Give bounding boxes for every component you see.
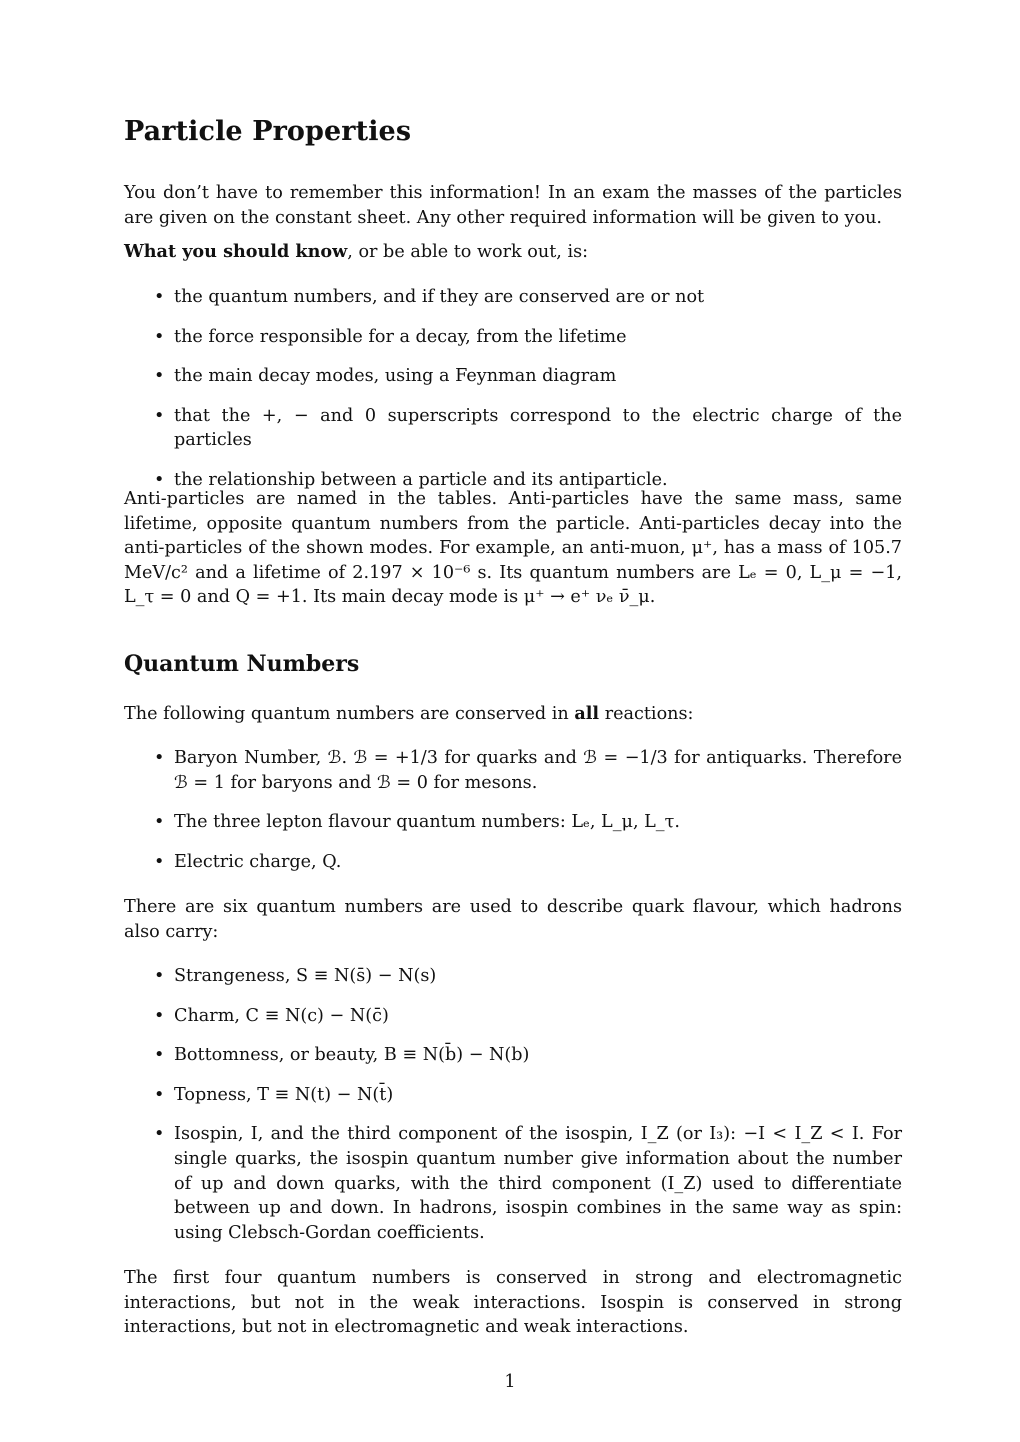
closing-paragraph: The first four quantum numbers is conserved in strong and electromagnetic interactions, but not in the weak interactions. Isospin is conserved in strong interactions, but not in electromagnetic and weak interactions. bbox=[124, 1268, 902, 1338]
know-rest-text: , or be able to work out, is: bbox=[347, 242, 589, 262]
page-title: Particle Properties bbox=[124, 116, 412, 147]
know-list bbox=[124, 285, 902, 493]
conserved-post-text: reactions: bbox=[599, 704, 694, 724]
know-paragraph bbox=[124, 240, 902, 265]
list-item: • Strangeness, S ≡ N(s̄) − N(s) bbox=[124, 964, 902, 989]
list-item: • The three lepton flavour quantum numbers: Lₑ, L_μ, L_τ. bbox=[124, 810, 902, 835]
list-item: • Bottomness, or beauty, B ≡ N(b̄) − N(b) bbox=[124, 1043, 902, 1068]
list-item: • Baryon Number, ℬ. ℬ = +1/3 for quarks and ℬ = −1/3 for antiquarks. Therefore ℬ = 1 for baryons and ℬ = 0 for mesons. bbox=[124, 746, 902, 795]
list-item: • the main decay modes, using a Feynman diagram bbox=[124, 364, 902, 389]
intro-paragraph: You don’t have to remember this information! In an exam the masses of the particles are given on the constant sheet. Any other required information will be given to you. bbox=[124, 183, 902, 228]
flavour-paragraph: There are six quantum numbers are used to describe quark flavour, which hadrons also carry: bbox=[124, 897, 902, 942]
list-item: • Charm, C ≡ N(c) − N(c̄) bbox=[124, 1004, 902, 1029]
list-item: • the force responsible for a decay, from the lifetime bbox=[124, 325, 902, 350]
conserved-list bbox=[124, 746, 902, 874]
flavour-list bbox=[124, 964, 902, 1245]
list-item: • Electric charge, Q. bbox=[124, 850, 902, 875]
list-item: • the quantum numbers, and if they are conserved are or not bbox=[124, 285, 902, 310]
list-item: • the relationship between a particle and its antiparticle. bbox=[124, 468, 902, 493]
page-number: 1 bbox=[504, 1372, 516, 1392]
list-item: • Isospin, I, and the third component of the isospin, I_Z (or I₃): −I < I_Z < I. For single quarks, the isospin quantum number give information about the number of up and down quarks, with the third component (I_Z) used to differentiate between up and down. In hadrons, isospin combines in the same way as spin: using Clebsch-Gordan coefficients. bbox=[124, 1122, 902, 1245]
know-bold-label: What you should know bbox=[124, 241, 348, 262]
section-title: Quantum Numbers bbox=[124, 651, 360, 677]
antiparticle-paragraph: Anti-particles are named in the tables. Anti-particles have the same mass, same lifetime, opposite quantum numbers from the particle. Anti-particles decay into the anti-particles of the shown modes. For example, an anti-muon, μ⁺, has a mass of 105.7 MeV/c² and a lifetime of 2.197 × 10⁻⁶ s. Its quantum numbers are Lₑ = 0, L_μ = −1, L_τ = 0 and Q = +1. Its main decay mode is μ⁺ → e⁺ νₑ ν̄_μ. bbox=[124, 489, 902, 608]
list-item: • that the +, − and 0 superscripts correspond to the electric charge of the particles bbox=[124, 404, 902, 453]
conserved-pre-text: The following quantum numbers are conserved in bbox=[124, 704, 575, 724]
conserved-paragraph bbox=[124, 702, 902, 727]
list-item: • Topness, T ≡ N(t) − N(t̄) bbox=[124, 1083, 902, 1108]
conserved-bold-text: all bbox=[574, 703, 600, 724]
